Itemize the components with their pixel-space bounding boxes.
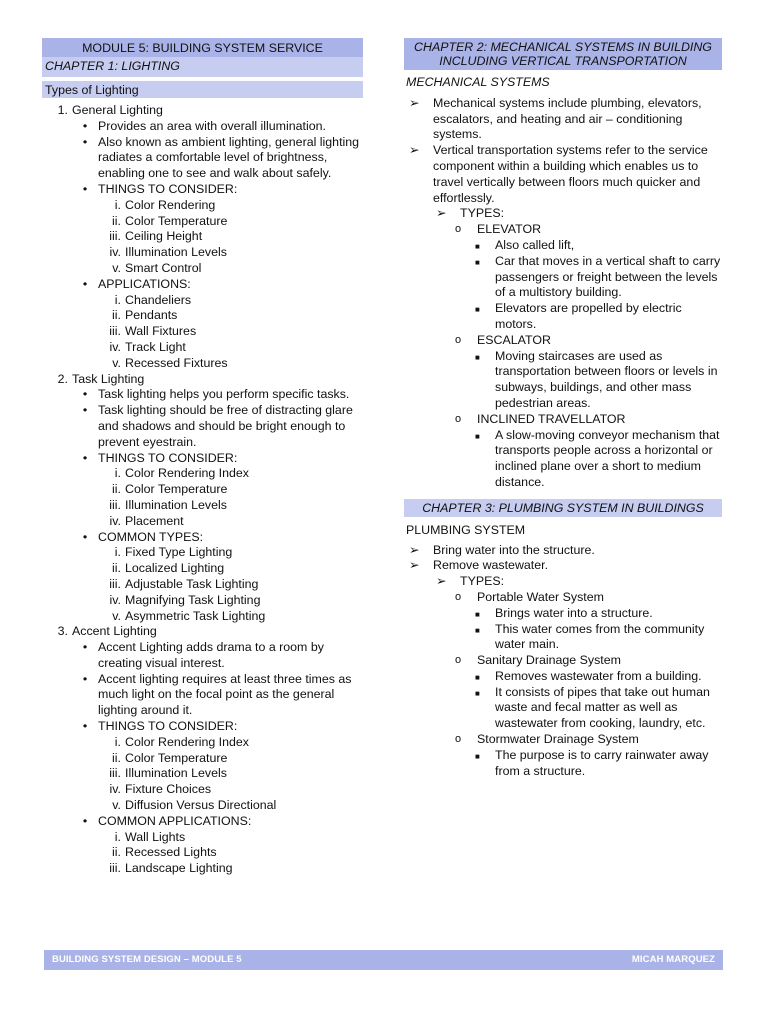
bullet-marker: •: [82, 450, 88, 465]
list-item-text: Accent lighting requires at least three times as much light on the focal point as the general lighting around it.: [98, 671, 352, 718]
list-item: [82, 387, 363, 403]
list-item: [112, 355, 363, 372]
list-item: [109, 766, 363, 782]
bullet-marker: •: [82, 181, 88, 196]
chapter-2-heading: CHAPTER 2: MECHANICAL SYSTEMS IN BUILDING INCLUDING VERTICAL TRANSPORTATION: [404, 38, 722, 70]
list-item-text: Vertical transportation systems refer to the service component within a building which enables us to travel vertically between floors much quicker and effortlessly.: [433, 143, 708, 205]
circle-bullet-icon: o: [455, 412, 462, 425]
list-number-marker: ii.: [112, 750, 121, 765]
plumbing-system-list: [404, 543, 722, 780]
list-number-marker: iii.: [109, 497, 121, 512]
bullet-marker: •: [82, 719, 88, 734]
list-number-marker: iv.: [109, 245, 121, 260]
list-item: [112, 213, 363, 230]
module-title: MODULE 5: BUILDING SYSTEM SERVICE: [42, 38, 363, 57]
list-item-text: Wall Fixtures: [125, 324, 197, 339]
list-item-text: Sanitary Drainage System: [477, 653, 621, 668]
list-item: [475, 348, 722, 412]
list-item: [82, 118, 363, 135]
list-item: [112, 308, 363, 324]
list-number-marker: iii.: [109, 324, 121, 339]
list-item-text: Illumination Levels: [125, 245, 227, 260]
list-number-marker: ii.: [112, 482, 121, 497]
list-item: [409, 558, 722, 574]
list-item-text: Pendants: [125, 308, 178, 323]
list-item-text: Color Rendering Index: [125, 734, 249, 749]
list-number-marker: 1.: [57, 103, 68, 117]
list-item: [112, 608, 363, 625]
list-number-marker: iii.: [109, 861, 121, 876]
bullet-marker: •: [82, 134, 88, 149]
square-bullet-icon: ■: [475, 625, 480, 635]
list-item-text: Task lighting should be free of distracting glare and shadows and should be bright enough to prevent eyestrain.: [98, 403, 353, 449]
right-column: [404, 38, 722, 779]
list-item-text: A slow-moving conveyor mechanism that transports people across a horizontal or inclined plane over a short to medium distance.: [495, 427, 720, 489]
arrow-bullet-icon: ➢: [436, 206, 447, 221]
list-item: [114, 466, 363, 482]
mechanical-systems-heading: MECHANICAL SYSTEMS: [406, 75, 550, 89]
list-item-text: TYPES:: [460, 574, 505, 589]
chapter-1-heading: CHAPTER 1: LIGHTING: [42, 57, 363, 77]
arrow-bullet-icon: ➢: [409, 143, 420, 158]
list-item: [436, 574, 722, 590]
list-item-text: Recessed Fixtures: [125, 355, 228, 370]
list-item: [475, 621, 722, 654]
list-item-text: Ceiling Height: [125, 229, 203, 244]
list-item: [112, 750, 363, 767]
list-item-text: Landscape Lighting: [125, 861, 233, 876]
list-item: [455, 732, 722, 748]
square-bullet-icon: ■: [475, 352, 480, 362]
list-item-text: Localized Lighting: [125, 561, 225, 576]
square-bullet-icon: ■: [475, 305, 480, 315]
list-item: [114, 829, 363, 846]
list-item-text: Also called lift,: [495, 237, 575, 252]
square-bullet-icon: ■: [475, 241, 480, 251]
list-number-marker: i.: [114, 545, 121, 560]
arrow-bullet-icon: ➢: [409, 542, 420, 557]
list-item-text: THINGS TO CONSIDER:: [98, 719, 238, 734]
list-item: [475, 237, 722, 254]
list-item: [455, 411, 722, 428]
list-item: [114, 545, 363, 561]
list-item-text: THINGS TO CONSIDER:: [98, 181, 238, 196]
list-item: [82, 813, 363, 830]
circle-bullet-icon: o: [455, 590, 462, 603]
list-number-marker: v.: [112, 608, 121, 623]
list-item: [82, 529, 363, 546]
list-number-marker: i.: [114, 292, 121, 307]
list-number-marker: iv.: [109, 513, 121, 528]
list-item: [475, 684, 722, 732]
list-number-marker: ii.: [112, 561, 121, 576]
list-item: [436, 206, 722, 222]
square-bullet-icon: ■: [475, 257, 480, 267]
list-item: [109, 324, 363, 340]
plumbing-system-heading: PLUMBING SYSTEM: [406, 522, 526, 537]
list-number-marker: ii.: [112, 213, 121, 228]
list-item-text: Stormwater Drainage System: [477, 732, 639, 747]
circle-bullet-icon: o: [455, 733, 462, 746]
list-item: [455, 222, 722, 238]
list-item-text: APPLICATIONS:: [98, 276, 191, 291]
list-number-marker: v.: [112, 260, 121, 275]
chapter-3-heading: CHAPTER 3: PLUMBING SYSTEM IN BUILDINGS: [404, 499, 722, 517]
list-item: [109, 339, 363, 356]
list-item: [82, 276, 363, 293]
list-item: [109, 245, 363, 261]
list-item-text: Brings water into a structure.: [495, 605, 653, 620]
list-number-marker: iii.: [109, 766, 121, 781]
list-item: [82, 450, 363, 467]
list-item-text: TYPES:: [460, 206, 505, 221]
list-item-text: Accent Lighting: [72, 624, 157, 639]
circle-bullet-icon: o: [455, 223, 462, 236]
list-item-text: Diffusion Versus Directional: [125, 798, 277, 813]
footer-author: MICAH MARQUEZ: [631, 954, 715, 965]
lighting-list: [42, 103, 363, 877]
list-item: [112, 482, 363, 498]
list-number-marker: i.: [114, 829, 121, 844]
list-item: [82, 134, 363, 182]
list-item: [409, 542, 722, 559]
list-number-marker: iii.: [109, 576, 121, 591]
list-item: [82, 640, 363, 672]
list-item: [455, 332, 722, 349]
list-item-text: General Lighting: [72, 103, 163, 117]
list-item-text: INCLINED TRAVELLATOR: [477, 411, 626, 426]
list-item: [112, 260, 363, 277]
list-item-text: Provides an area with overall illumination.: [98, 118, 326, 133]
list-item-text: Bring water into the structure.: [433, 542, 595, 557]
list-number-marker: i.: [114, 197, 121, 212]
list-item-text: Color Temperature: [125, 213, 228, 228]
bullet-marker: •: [82, 640, 88, 655]
list-item: [455, 653, 722, 669]
list-item-text: Asymmetric Task Lighting: [125, 608, 266, 623]
list-item: [109, 497, 363, 514]
list-item: [475, 301, 722, 333]
list-item: [114, 197, 363, 214]
list-item-text: The purpose is to carry rainwater away from a structure.: [495, 747, 709, 778]
list-item-text: Color Rendering: [125, 197, 216, 212]
list-item-text: COMMON APPLICATIONS:: [98, 813, 252, 828]
list-item-text: Remove wastewater.: [433, 558, 549, 573]
list-item: [455, 589, 722, 606]
bullet-marker: •: [82, 387, 88, 402]
square-bullet-icon: ■: [475, 672, 480, 682]
list-item-text: ELEVATOR: [477, 222, 542, 237]
list-item-text: Car that moves in a vertical shaft to carry passengers or freight between the levels of a multistory building.: [495, 253, 721, 300]
list-number-marker: ii.: [112, 308, 121, 323]
list-number-marker: i.: [114, 466, 121, 481]
list-item: [475, 668, 722, 685]
list-number-marker: iv.: [109, 592, 121, 607]
list-item-text: THINGS TO CONSIDER:: [98, 450, 238, 465]
list-item: [57, 624, 363, 640]
list-item-text: Chandeliers: [125, 292, 192, 307]
square-bullet-icon: ■: [475, 431, 480, 441]
list-number-marker: ii.: [112, 845, 121, 860]
list-item-text: Color Temperature: [125, 750, 228, 765]
list-item: [82, 181, 363, 198]
list-number-marker: 2.: [57, 371, 68, 386]
list-number-marker: v.: [112, 355, 121, 370]
list-number-marker: i.: [114, 734, 121, 749]
list-item: [109, 782, 363, 798]
list-item: [112, 561, 363, 577]
list-item-text: Recessed Lights: [125, 845, 217, 860]
bullet-marker: •: [82, 118, 88, 133]
list-item-text: Magnifying Task Lighting: [125, 592, 261, 607]
list-item-text: This water comes from the community water main.: [495, 621, 705, 652]
list-item: [475, 253, 722, 301]
page-footer: [44, 950, 723, 970]
list-item-text: Smart Control: [125, 260, 202, 275]
list-item-text: Illumination Levels: [125, 766, 227, 781]
footer-course-title: BUILDING SYSTEM DESIGN – MODULE 5: [52, 954, 242, 965]
list-item-text: Moving staircases are used as transportation between floors or levels in subways, buildings, and other mass pedestrian areas.: [495, 348, 718, 410]
square-bullet-icon: ■: [475, 688, 480, 698]
list-item-text: Also known as ambient lighting, general lighting radiates a comfortable level of brightness, enabling one to see and walk about safely.: [98, 134, 360, 181]
list-item: [57, 103, 363, 119]
list-item-text: Wall Lights: [125, 829, 186, 844]
circle-bullet-icon: o: [455, 654, 462, 667]
list-item: [114, 292, 363, 309]
list-item-text: ESCALATOR: [477, 332, 551, 347]
list-item-text: Placement: [125, 513, 184, 528]
list-item: [109, 513, 363, 530]
list-item-text: Mechanical systems include plumbing, elevators, escalators, and heating and air – conditioning systems.: [433, 95, 702, 142]
bullet-marker: •: [82, 671, 88, 686]
list-item: [109, 861, 363, 877]
list-item: [112, 845, 363, 861]
list-item: [82, 671, 363, 719]
bullet-marker: •: [82, 403, 88, 418]
list-item-text: Task lighting helps you perform specific tasks.: [98, 387, 350, 402]
list-item-text: Fixture Choices: [125, 782, 212, 797]
left-column: [42, 38, 363, 877]
list-item: [109, 576, 363, 593]
list-item: [409, 95, 722, 143]
list-item: [112, 798, 363, 814]
types-of-lighting-heading: Types of Lighting: [42, 81, 363, 98]
list-item-text: Track Light: [125, 339, 186, 354]
arrow-bullet-icon: ➢: [436, 574, 447, 589]
list-item-text: Removes wastewater from a building.: [495, 668, 702, 683]
list-item-text: Adjustable Task Lighting: [125, 576, 259, 591]
list-item: [475, 747, 722, 780]
list-number-marker: iv.: [109, 782, 121, 797]
list-item-text: Accent Lighting adds drama to a room by creating visual interest.: [98, 640, 324, 670]
list-item-text: Task Lighting: [72, 371, 145, 386]
bullet-marker: •: [82, 529, 88, 544]
bullet-marker: •: [82, 813, 88, 828]
list-item: [475, 427, 722, 491]
list-item: [109, 229, 363, 245]
list-number-marker: 3.: [57, 624, 68, 639]
list-item: [82, 719, 363, 735]
list-item-text: It consists of pipes that take out human waste and fecal matter as well as wastewater from cooking, laundry, etc.: [495, 684, 710, 731]
square-bullet-icon: ■: [475, 751, 480, 761]
list-item-text: Portable Water System: [477, 589, 604, 604]
list-item-text: Color Rendering Index: [125, 466, 249, 481]
arrow-bullet-icon: ➢: [409, 95, 420, 110]
square-bullet-icon: ■: [475, 609, 480, 619]
list-number-marker: iii.: [109, 229, 121, 244]
mechanical-systems-list: [404, 96, 722, 491]
arrow-bullet-icon: ➢: [409, 558, 420, 573]
list-item-text: Illumination Levels: [125, 497, 227, 512]
list-item-text: Elevators are propelled by electric motors.: [495, 301, 682, 331]
list-item-text: Color Temperature: [125, 482, 228, 497]
list-item: [114, 734, 363, 751]
list-item: [82, 403, 363, 450]
bullet-marker: •: [82, 276, 88, 291]
list-number-marker: v.: [112, 798, 121, 813]
list-item-text: Fixed Type Lighting: [125, 545, 233, 560]
list-item: [57, 371, 363, 388]
list-item: [109, 592, 363, 609]
list-item: [409, 143, 722, 206]
list-number-marker: iv.: [109, 339, 121, 354]
list-item-text: COMMON TYPES:: [98, 529, 204, 544]
list-item: [475, 605, 722, 622]
circle-bullet-icon: o: [455, 333, 462, 346]
